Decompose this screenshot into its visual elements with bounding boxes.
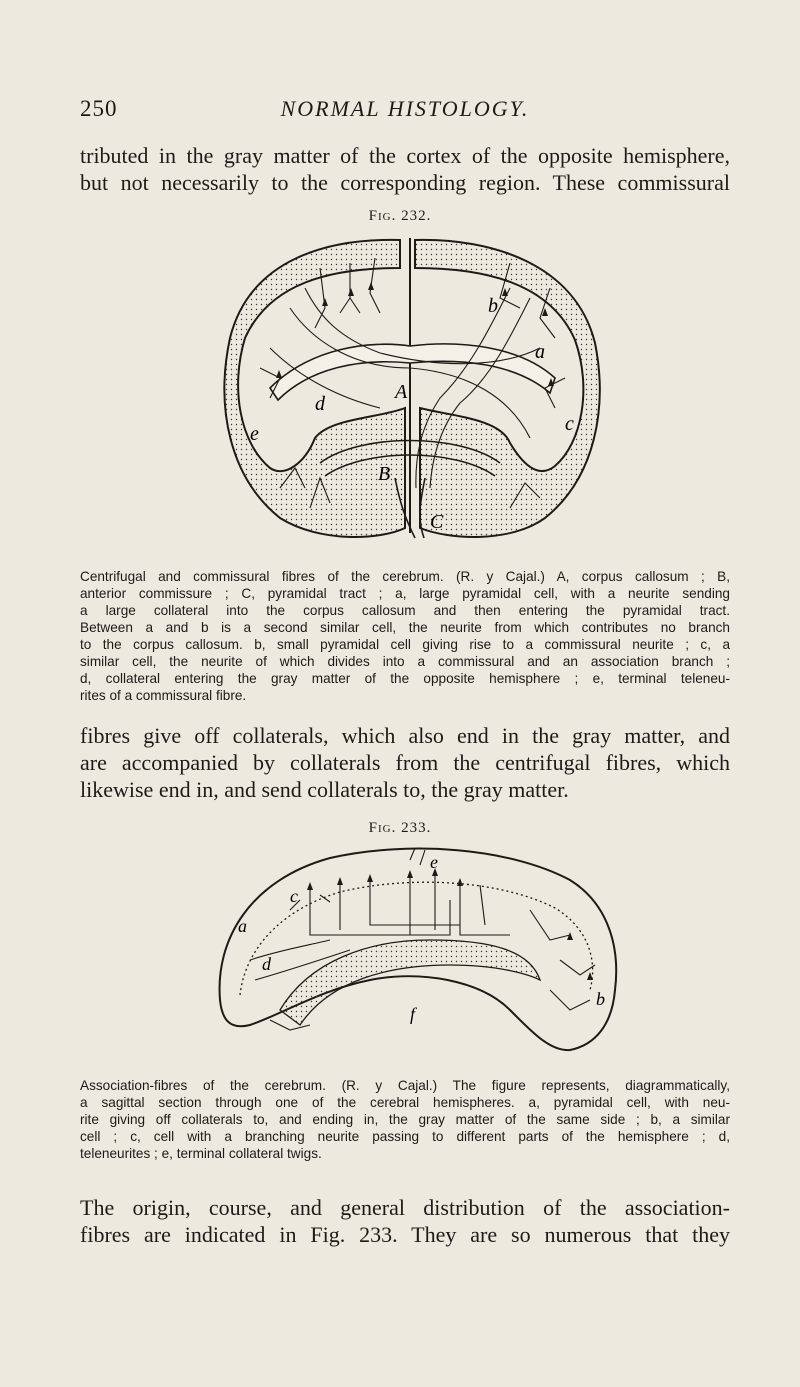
- figure-232-caption: [80, 568, 730, 704]
- caption-line: rite giving off collaterals to, and ending in, the gray matter of the same side ; b, a similar: [80, 1112, 730, 1127]
- fig233-letter-f: f: [410, 1004, 416, 1024]
- caption-line: rites of a commissural fibre.: [80, 688, 247, 703]
- fig232-letter-a: a: [535, 341, 545, 363]
- fig232-letter-b: b: [488, 295, 498, 317]
- text-line: fibres are indicated in Fig. 233. They are so numerous that they: [80, 1222, 730, 1247]
- caption-line: teleneurites ; e, terminal collateral twigs.: [80, 1146, 322, 1161]
- text-line: tributed in the gray matter of the cortex of the opposite hemisphere,: [80, 143, 730, 168]
- fig233-letter-b: b: [596, 989, 605, 1009]
- fig232-letter-C: C: [430, 511, 444, 533]
- figure-232-label: Fig. 232.: [368, 208, 432, 224]
- caption-line: Association-fibres of the cerebrum. (R. y Cajal.) The figure represents, diagrammatically,: [80, 1078, 730, 1093]
- figure-233-label: Fig. 233.: [368, 820, 432, 836]
- figure-233-caption: [80, 1077, 730, 1162]
- fig232-letter-c: c: [565, 413, 574, 435]
- paragraph-middle: [80, 722, 730, 803]
- caption-line: to the corpus callosum. b, small pyramidal cell giving rise to a commissural neurite ; c, a: [80, 637, 730, 652]
- caption-line: d, collateral entering the gray matter of the opposite hemisphere ; e, terminal teleneu-: [80, 671, 730, 686]
- caption-line: Between a and b is a second similar cell, the neurite from which contributes no branch: [80, 620, 730, 635]
- fig232-letter-A: A: [395, 381, 408, 403]
- fig232-letter-d: d: [315, 393, 325, 415]
- caption-line: anterior commissure ; C, pyramidal tract ; a, large pyramidal cell, with a neurite sending: [80, 586, 730, 601]
- corpus-callosum: [270, 344, 555, 400]
- page-number: 250: [80, 96, 118, 121]
- caption-line: similar cell, the neurite of which divides into a commissural and an association branch ;: [80, 654, 730, 669]
- fig233-letter-d: d: [262, 954, 271, 974]
- fig233-letter-c: c: [290, 886, 298, 906]
- fig233-letter-e: e: [430, 852, 438, 872]
- figure-232-illustration: [210, 228, 610, 548]
- text-line: The origin, course, and general distribution of the association-: [80, 1195, 730, 1220]
- running-head: NORMAL HISTOLOGY.: [280, 96, 530, 121]
- fig232-letter-B: B: [378, 463, 391, 485]
- caption-line: Centrifugal and commissural fibres of the cerebrum. (R. y Cajal.) A, corpus callosum ; B,: [80, 569, 730, 584]
- paragraph-bottom: [80, 1194, 730, 1248]
- page-header: [80, 96, 730, 126]
- figure-233-illustration: [210, 840, 630, 1060]
- caption-line: cell ; c, cell with a branching neurite passing to different parts of the hemisphere ; d,: [80, 1129, 730, 1144]
- right-hemisphere-outline: [415, 240, 600, 537]
- text-line: fibres give off collaterals, which also end in the gray matter, and: [80, 723, 730, 748]
- caption-line: a large collateral into the corpus callosum and then entering the pyramidal tract.: [80, 603, 730, 618]
- fig233-letter-a: a: [238, 916, 247, 936]
- paragraph-top: [80, 142, 730, 196]
- text-line: are accompanied by collaterals from the centrifugal fibres, which: [80, 750, 730, 775]
- fig232-letter-e: e: [250, 423, 259, 445]
- text-line: but not necessarily to the corresponding region. These commissural: [80, 170, 730, 195]
- text-line: likewise end in, and send collaterals to, the gray matter.: [80, 777, 569, 802]
- caption-line: a sagittal section through one of the cerebral hemispheres. a, pyramidal cell, with neu-: [80, 1095, 730, 1110]
